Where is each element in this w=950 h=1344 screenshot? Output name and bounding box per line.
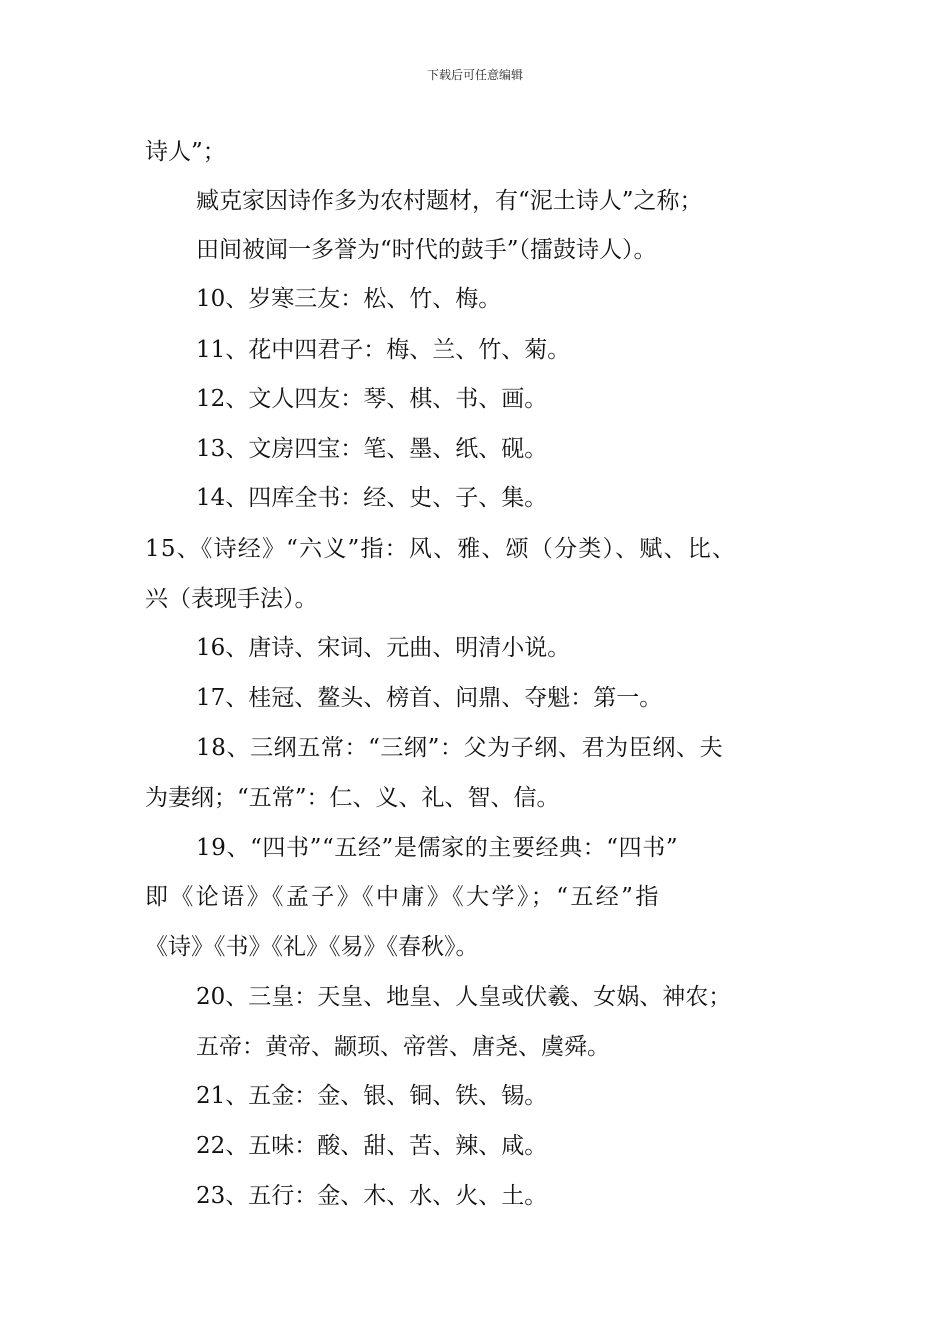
- text-line: 兴（表现手法）。: [145, 586, 318, 612]
- page-header-note: 下载后可任意编辑: [426, 68, 523, 82]
- list-item: 19、“四书”“五经”是儒家的主要经典：“四书”: [196, 835, 679, 861]
- text-line: 《诗》《书》《礼》《易》《春秋》。: [145, 934, 479, 960]
- list-item: 10、岁寒三友：松、竹、梅。: [196, 286, 502, 312]
- list-item: 18、三纲五常：“三纲”：父为子纲、君为臣纲、夫: [196, 735, 724, 761]
- list-item: 23、五行：金、木、水、火、土。: [196, 1183, 548, 1209]
- list-item: 21、五金：金、银、铜、铁、锡。: [196, 1083, 548, 1109]
- text-line: 臧克家因诗作多为农村题材，有“泥土诗人”之称；: [196, 188, 703, 214]
- list-item: 14、四库全书：经、史、子、集。: [196, 485, 548, 511]
- text-line: 五帝：黄帝、颛顼、帝喾、唐尧、虞舜。: [196, 1034, 610, 1060]
- list-item: 13、文房四宝：笔、墨、纸、砚。: [196, 436, 548, 462]
- text-line: 田间被闻一多誉为“时代的鼓手”（擂鼓诗人）。: [196, 237, 657, 263]
- list-item: 17、桂冠、鳌头、榜首、问鼎、夺魁：第一。: [196, 685, 663, 711]
- text-line: 为妻纲；“五常”：仁、义、礼、智、信。: [145, 785, 560, 811]
- list-item: 16、唐诗、宋词、元曲、明清小说。: [196, 635, 571, 661]
- list-item: 20、三皇：天皇、地皇、人皇或伏羲、女娲、神农；: [196, 984, 732, 1010]
- list-item: 15、《诗经》“六义”指：风、雅、颂（分类）、赋、比、: [145, 536, 737, 562]
- list-item: 11、花中四君子：梅、兰、竹、菊。: [196, 337, 571, 363]
- list-item: 22、五味：酸、甜、苦、辣、咸。: [196, 1133, 548, 1159]
- text-line: 诗人”；: [145, 139, 226, 165]
- text-line: 即《论语》《孟子》《中庸》《大学》；“五经”指: [145, 884, 661, 910]
- list-item: 12、文人四友：琴、棋、书、画。: [196, 386, 548, 412]
